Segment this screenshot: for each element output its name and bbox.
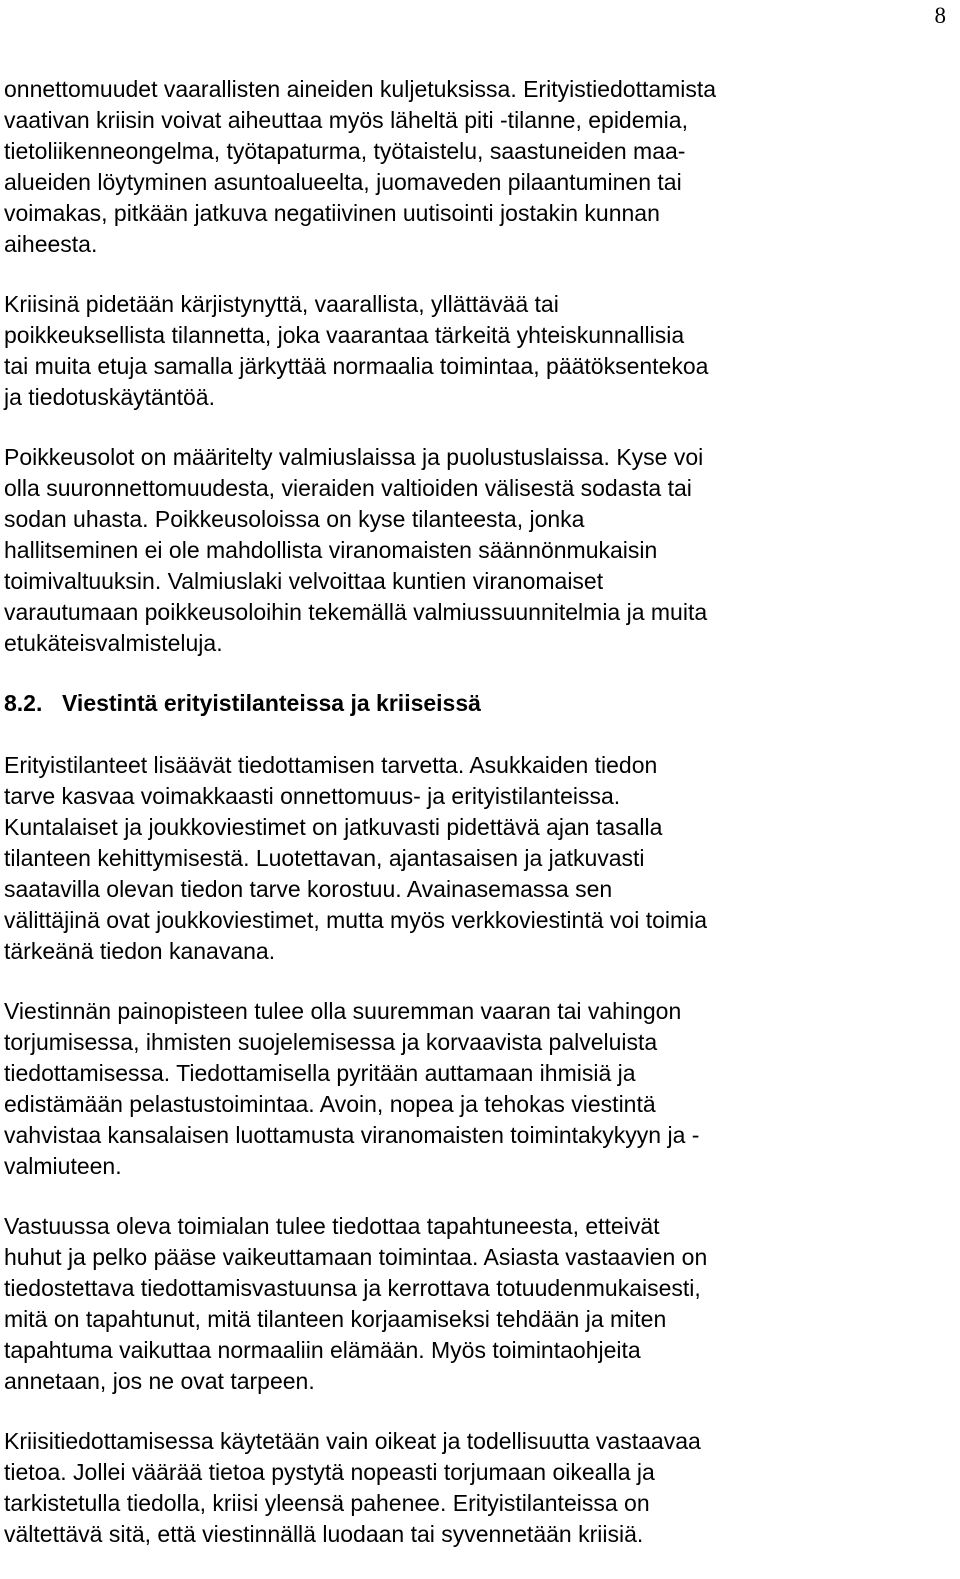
paragraph-line: Kriisinä pidetään kärjistynyttä, vaarallista, yllättävää tai (4, 291, 559, 317)
paragraph-line: hallitseminen ei ole mahdollista viranomaisten säännönmukaisin (4, 537, 658, 563)
paragraph-line: onnettomuudet vaarallisten aineiden kuljetuksissa. Erityistiedottamista (4, 76, 717, 102)
paragraph-line: voimakas, pitkään jatkuva negatiivinen uutisointi jostakin kunnan (4, 200, 660, 226)
section-title: Viestintä erityistilanteissa ja kriiseissä (62, 690, 481, 716)
paragraph-line: tärkeänä tiedon kanavana. (4, 938, 276, 964)
paragraph-line: sodan uhasta. Poikkeusoloissa on kyse tilanteesta, jonka (4, 506, 585, 532)
paragraph-line: tietoa. Jollei väärää tietoa pystytä nopeasti torjumaan oikealla ja (4, 1459, 655, 1485)
paragraph (4, 289, 954, 413)
paragraph-line: Vastuussa oleva toimialan tulee tiedottaa tapahtuneesta, etteivät (4, 1213, 660, 1239)
paragraph (4, 442, 954, 659)
paragraph-line: vahvistaa kansalaisen luottamusta viranomaisten toimintakykyyn ja - (4, 1122, 700, 1148)
section-heading (4, 688, 954, 719)
paragraph (4, 1426, 954, 1550)
intro-paragraphs (4, 74, 954, 659)
paragraph-line: huhut ja pelko pääse vaikeuttamaan toimintaa. Asiasta vastaavien on (4, 1244, 708, 1270)
page-number: 8 (934, 3, 946, 28)
paragraph-line: saatavilla olevan tiedon tarve korostuu. Avainasemassa sen (4, 876, 613, 902)
paragraph-line: aiheesta. (4, 231, 98, 257)
paragraph (4, 1211, 954, 1397)
paragraph-line: Poikkeusolot on määritelty valmiuslaissa ja puolustuslaissa. Kyse voi (4, 444, 704, 470)
paragraph-line: ja tiedotuskäytäntöä. (4, 384, 215, 410)
paragraph-line: annetaan, jos ne ovat tarpeen. (4, 1368, 315, 1394)
paragraph-line: toimivaltuuksin. Valmiuslaki velvoittaa kuntien viranomaiset (4, 568, 604, 594)
paragraph-line: tilanteen kehittymisestä. Luotettavan, ajantasaisen ja jatkuvasti (4, 845, 645, 871)
paragraph-line: mitä on tapahtunut, mitä tilanteen korjaamiseksi tehdään ja miten (4, 1306, 667, 1332)
paragraph-line: alueiden löytyminen asuntoalueelta, juomaveden pilaantuminen tai (4, 169, 682, 195)
document-body (4, 74, 954, 1579)
section-number: 8.2. (4, 690, 43, 716)
paragraph-line: tarkistetulla tiedolla, kriisi yleensä pahenee. Erityistilanteissa on (4, 1490, 650, 1516)
paragraph-line: tai muita etuja samalla järkyttää normaalia toimintaa, päätöksentekoa (4, 353, 709, 379)
paragraph (4, 74, 954, 260)
paragraph-line: tapahtuma vaikuttaa normaaliin elämään. Myös toimintaohjeita (4, 1337, 641, 1363)
paragraph-line: Erityistilanteet lisäävät tiedottamisen tarvetta. Asukkaiden tiedon (4, 752, 658, 778)
paragraph (4, 750, 954, 967)
paragraph-line: poikkeuksellista tilannetta, joka vaarantaa tärkeitä yhteiskunnallisia (4, 322, 685, 348)
section-paragraphs (4, 750, 954, 1550)
paragraph-line: etukäteisvalmisteluja. (4, 630, 223, 656)
paragraph-line: vaativan kriisin voivat aiheuttaa myös läheltä piti -tilanne, epidemia, (4, 107, 688, 133)
paragraph-line: valmiuteen. (4, 1153, 122, 1179)
paragraph-line: vältettävä sitä, että viestinnällä luodaan tai syvennetään kriisiä. (4, 1521, 644, 1547)
paragraph-line: olla suuronnettomuudesta, vieraiden valtioiden välisestä sodasta tai (4, 475, 692, 501)
paragraph-line: tiedostettava tiedottamisvastuunsa ja kerrottava totuudenmukaisesti, (4, 1275, 701, 1301)
paragraph-line: tarve kasvaa voimakkaasti onnettomuus- ja erityistilanteissa. (4, 783, 621, 809)
paragraph-line: torjumisessa, ihmisten suojelemisessa ja korvaavista palveluista (4, 1029, 658, 1055)
paragraph-line: edistämään pelastustoimintaa. Avoin, nopea ja tehokas viestintä (4, 1091, 656, 1117)
paragraph-line: Viestinnän painopisteen tulee olla suuremman vaaran tai vahingon (4, 998, 682, 1024)
paragraph-line: Kriisitiedottamisessa käytetään vain oikeat ja todellisuutta vastaavaa (4, 1428, 701, 1454)
paragraph-line: tiedottamisessa. Tiedottamisella pyritään auttamaan ihmisiä ja (4, 1060, 636, 1086)
paragraph-line: varautumaan poikkeusoloihin tekemällä valmiussuunnitelmia ja muita (4, 599, 708, 625)
paragraph-line: Kuntalaiset ja joukkoviestimet on jatkuvasti pidettävä ajan tasalla (4, 814, 663, 840)
paragraph-line: välittäjinä ovat joukkoviestimet, mutta myös verkkoviestintä voi toimia (4, 907, 708, 933)
paragraph-line: tietoliikenneongelma, työtapaturma, työtaistelu, saastuneiden maa- (4, 138, 686, 164)
paragraph (4, 996, 954, 1182)
